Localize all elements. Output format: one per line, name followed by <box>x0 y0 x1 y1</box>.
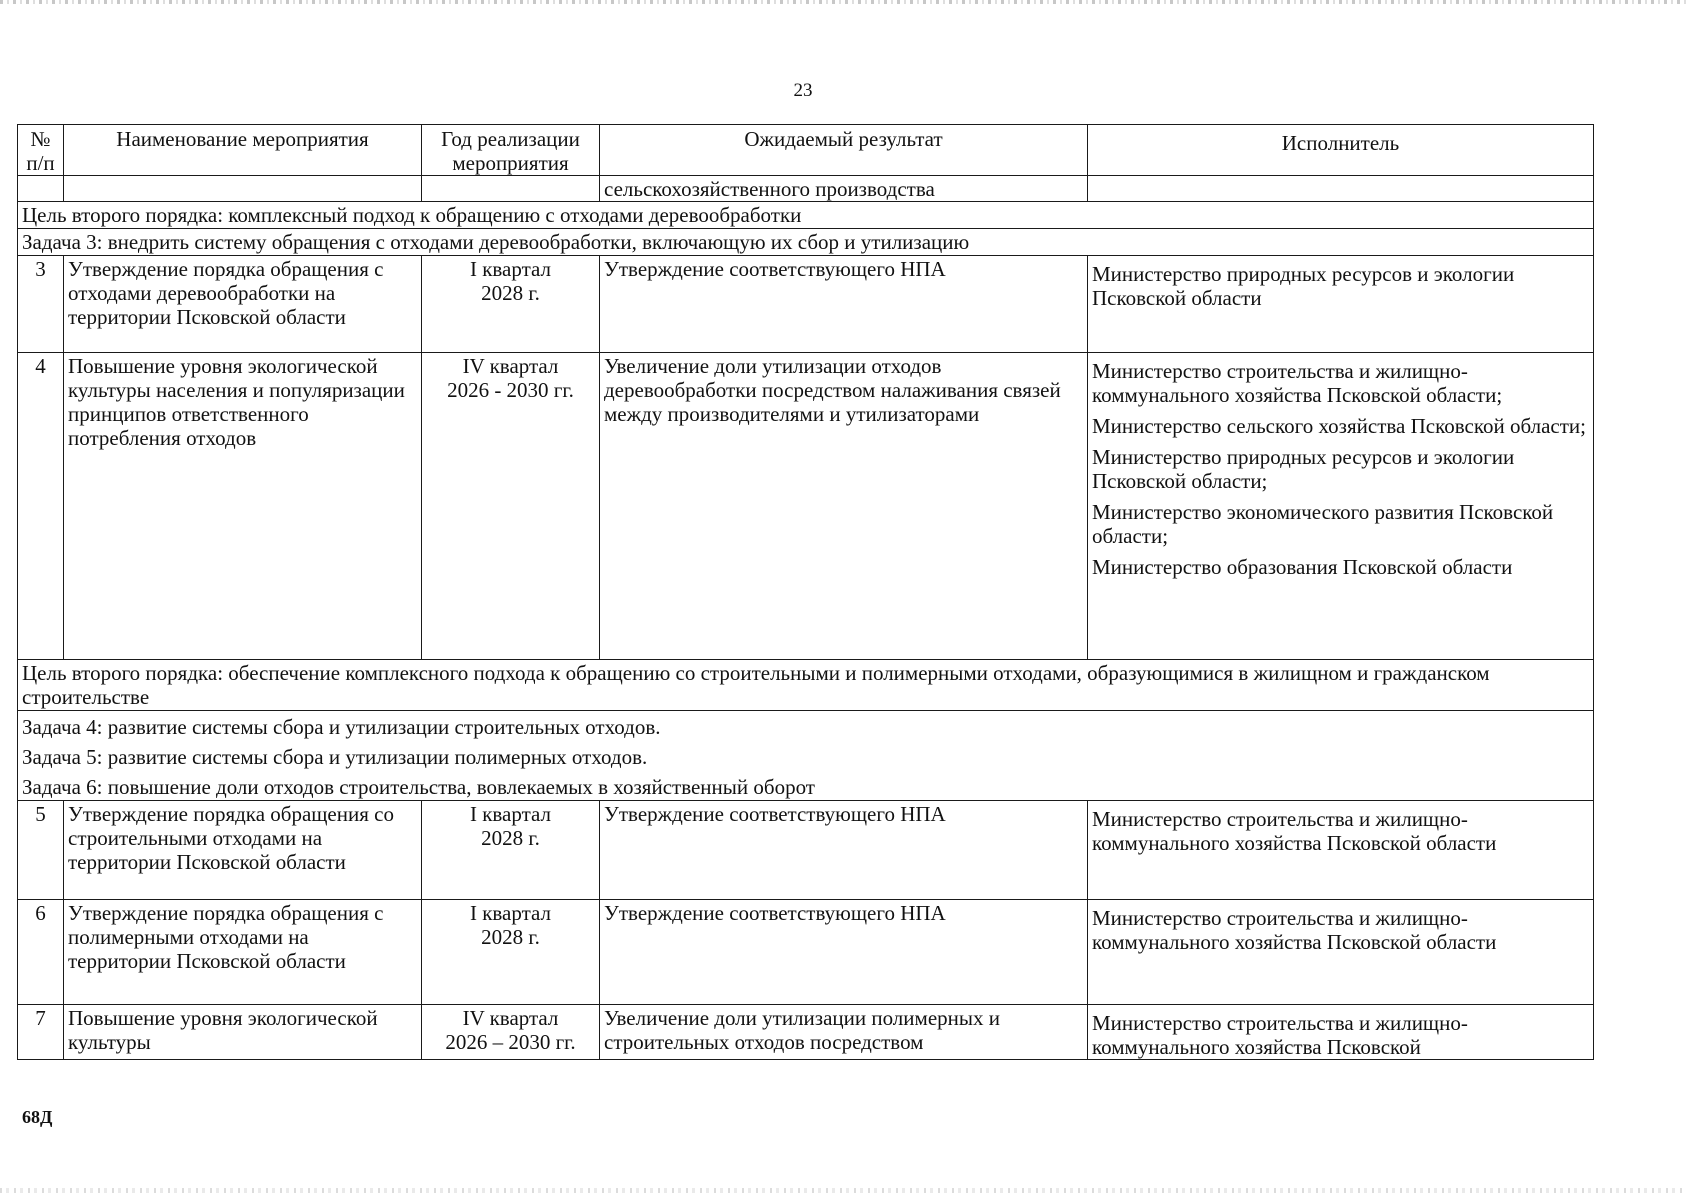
executor-entry: Министерство экономического развития Псковской области; <box>1092 500 1554 548</box>
expected-result: Утверждение соответствующего НПА <box>600 256 1088 353</box>
table-row <box>18 801 1594 900</box>
executor-cell: Министерство строительства и жилищно-коммунального хозяйства Псковской области <box>1088 900 1594 1005</box>
cell-empty <box>18 176 64 202</box>
cell-empty <box>1088 176 1594 202</box>
activity-year: IV квартал 2026 – 2030 гг. <box>422 1005 600 1060</box>
activity-year: IV квартал 2026 - 2030 гг. <box>422 353 600 660</box>
header-num: № п/п <box>18 125 64 176</box>
activity-year: I квартал 2028 г. <box>422 256 600 353</box>
header-year: Год реализации мероприятия <box>422 125 600 176</box>
task-row-3 <box>18 229 1594 256</box>
goal-2-text: Цель второго порядка: обеспечение комплексного подхода к обращению со строительными и полимерными отходами, образующимися в жилищном и гражданском строительстве <box>18 660 1594 711</box>
continuation-result-cell: сельскохозяйственного производства <box>600 176 1088 202</box>
goal-row-2 <box>18 660 1594 711</box>
table-row <box>18 256 1594 353</box>
table-row <box>18 353 1594 660</box>
activity-name: Повышение уровня экологической культуры населения и популяризации принципов ответственного потребления отходов <box>64 353 422 660</box>
scan-edge-bottom <box>0 1188 1686 1193</box>
expected-result: Утверждение соответствующего НПА <box>600 801 1088 900</box>
executor-entry: Министерство природных ресурсов и экологии Псковской области <box>1092 262 1515 310</box>
task-6-text: Задача 6: повышение доли отходов строительства, вовлекаемых в хозяйственный оборот <box>22 775 815 799</box>
row-number: 6 <box>18 900 64 1005</box>
cell-empty <box>64 176 422 202</box>
executor-cell: Министерство строительства и жилищно-коммунального хозяйства Псковской области <box>1088 801 1594 900</box>
row-number: 4 <box>18 353 64 660</box>
activity-year: I квартал 2028 г. <box>422 900 600 1005</box>
row-number: 5 <box>18 801 64 900</box>
row-number: 7 <box>18 1005 64 1060</box>
tasks-456-cell <box>18 711 1594 801</box>
executor-cell <box>1088 353 1594 660</box>
expected-result: Утверждение соответствующего НПА <box>600 900 1088 1005</box>
goal-1-text: Цель второго порядка: комплексный подход к обращению с отходами деревообработки <box>18 202 1594 229</box>
cell-empty <box>422 176 600 202</box>
row-number: 3 <box>18 256 64 353</box>
footer-document-code: 68Д <box>22 1107 53 1127</box>
scan-edge-top <box>0 0 1686 4</box>
table-row-continuation <box>18 176 1594 202</box>
table-row <box>18 900 1594 1005</box>
task-5-text: Задача 5: развитие системы сбора и утилизации полимерных отходов. <box>22 745 648 769</box>
executor-entry: Министерство строительства и жилищно-коммунального хозяйства Псковской области; <box>1092 359 1503 407</box>
executor-entry: Министерство природных ресурсов и экологии Псковской области; <box>1092 445 1515 493</box>
tasks-row-456 <box>18 711 1594 801</box>
activity-name: Утверждение порядка обращения с отходами деревообработки на территории Псковской области <box>64 256 422 353</box>
executor-cell <box>1088 256 1594 353</box>
task-3-text: Задача 3: внедрить систему обращения с отходами деревообработки, включающую их сбор и утилизацию <box>18 229 1594 256</box>
header-name: Наименование мероприятия <box>64 125 422 176</box>
activity-name: Повышение уровня экологической культуры <box>64 1005 422 1060</box>
page-number: 23 <box>793 80 813 101</box>
executor-entry: Министерство образования Псковской области <box>1092 555 1513 579</box>
goal-row-1 <box>18 202 1594 229</box>
task-4-text: Задача 4: развитие системы сбора и утилизации строительных отходов. <box>22 715 661 739</box>
header-result: Ожидаемый результат <box>600 125 1088 176</box>
expected-result: Увеличение доли утилизации отходов деревообработки посредством налаживания связей между производителями и утилизаторами <box>600 353 1088 660</box>
executor-cell: Министерство строительства и жилищно-коммунального хозяйства Псковской <box>1088 1005 1594 1060</box>
table-row <box>18 1005 1594 1060</box>
activity-year: I квартал 2028 г. <box>422 801 600 900</box>
executor-entry: Министерство сельского хозяйства Псковской области; <box>1092 414 1586 438</box>
activities-table <box>17 124 1594 1060</box>
activity-name: Утверждение порядка обращения с полимерными отходами на территории Псковской области <box>64 900 422 1005</box>
expected-result: Увеличение доли утилизации полимерных и строительных отходов посредством <box>600 1005 1088 1060</box>
table-header-row <box>18 125 1594 176</box>
header-executor: Исполнитель <box>1088 125 1594 176</box>
activity-name: Утверждение порядка обращения со строительными отходами на территории Псковской области <box>64 801 422 900</box>
